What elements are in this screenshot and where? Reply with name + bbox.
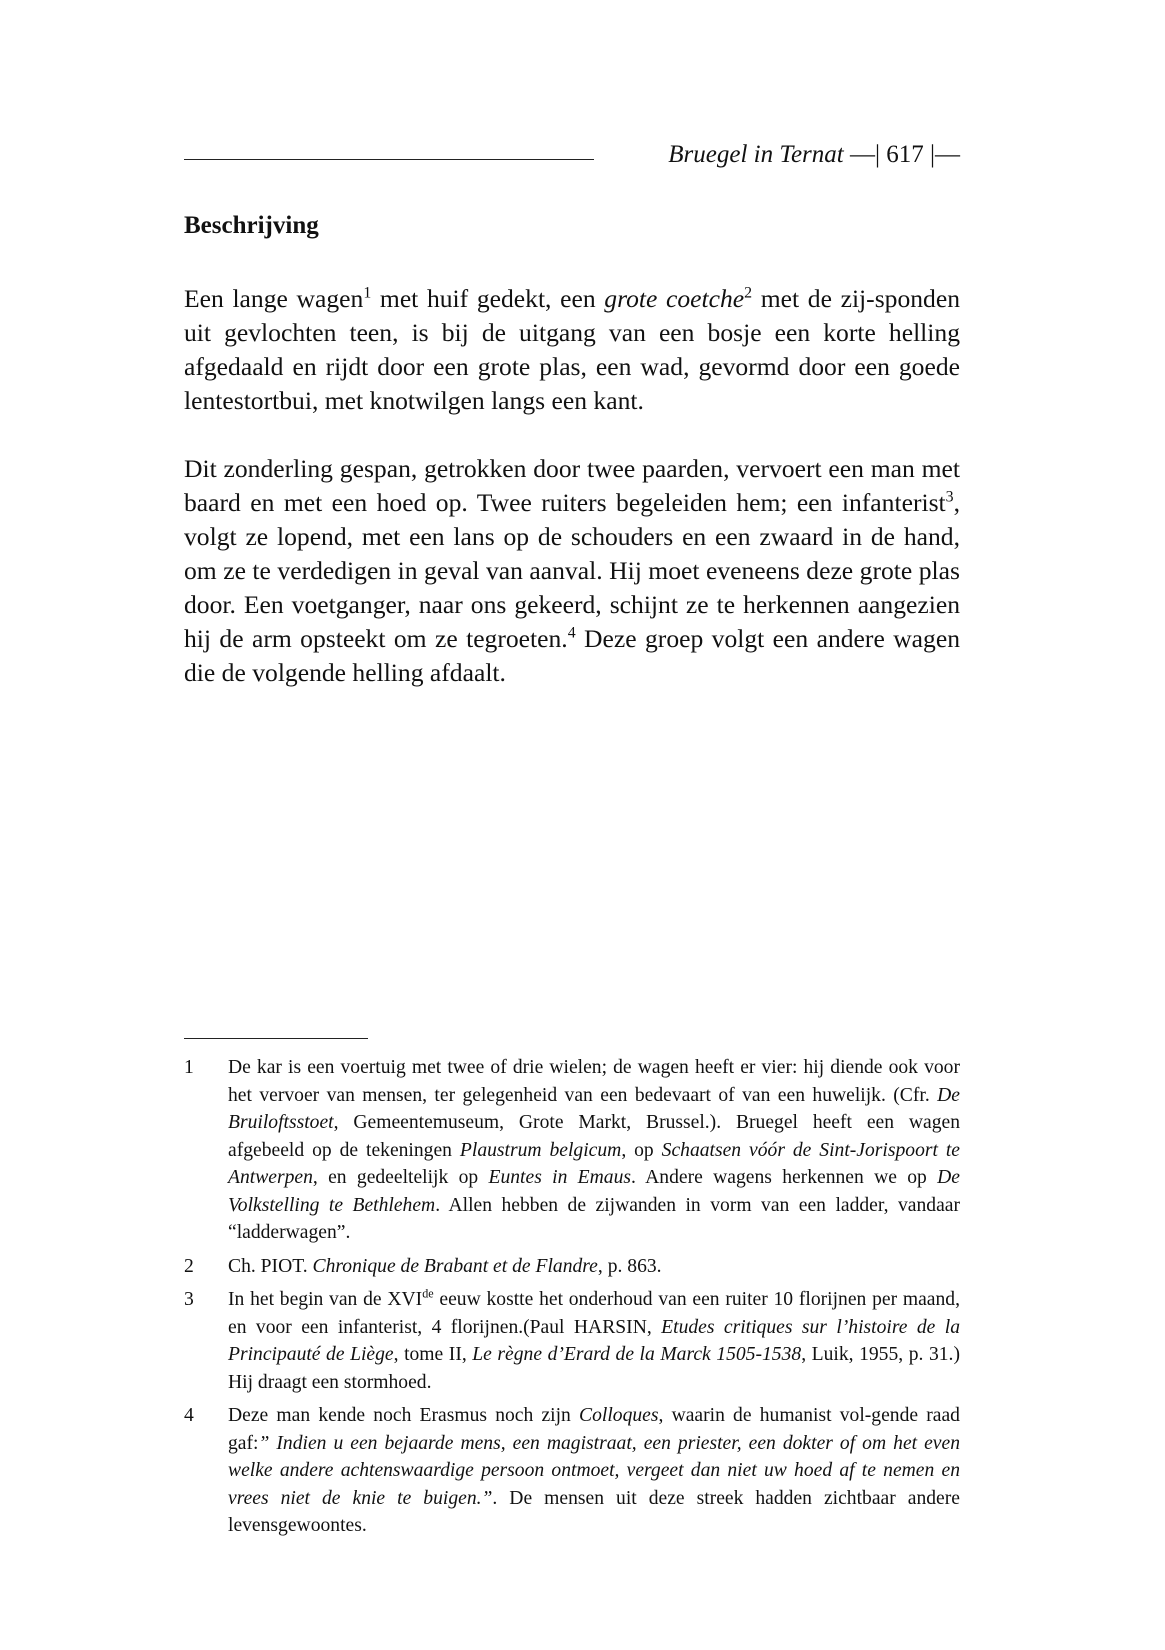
paragraph-text: Dit zonderling gespan, getrokken door twee paarden, vervoert een man met baard en met een hoed op. Twee ruiters begeleiden hem; een infanterist — [184, 454, 960, 517]
paragraph-text: met de zij-sponden uit gevlochten teen, is bij de uitgang van een bosje een korte helling afgedaald en rijdt door een grote plas, een wad, gevormd door een goede lentestortbui, met knotwilgen langs een kant. — [184, 284, 960, 415]
footnote-3 — [184, 1286, 960, 1396]
italic-term: grote coetche — [604, 284, 745, 313]
footnote-1 — [184, 1054, 960, 1247]
footnotes — [184, 1054, 960, 1546]
section-heading: Beschrijving — [184, 212, 319, 239]
footnote-number: 3 — [184, 1289, 194, 1310]
running-header — [184, 138, 960, 178]
paragraph-1 — [184, 282, 960, 418]
footnote-separator — [184, 1038, 368, 1039]
running-title: Bruegel in Ternat — [668, 141, 844, 168]
header-dash-left: —| — [843, 141, 887, 168]
footnote-text: Ch. PIOT. Chronique de Brabant et de Flandre, p. 863. — [228, 1255, 662, 1277]
paragraph-text: met huif gedekt, een — [371, 284, 605, 313]
header-dash-right: |— — [923, 141, 960, 168]
footnote-number: 2 — [184, 1255, 194, 1277]
page-number: 617 — [886, 141, 924, 168]
footnote-ref-2[interactable]: 2 — [744, 284, 753, 302]
footnote-text: In het begin van de XVIde eeuw kostte het onderhoud van een ruiter 10 florijnen per maand, en voor een infanterist, 4 florijnen.(Paul HARSIN, Etudes critiques sur l’histoire de la Principauté de Liège, tome II, Le règne d’Erard de la Marck 1505-1538, Luik, 1955, p. 31.) Hij draagt een stormhoed. — [228, 1286, 960, 1393]
footnote-number: 4 — [184, 1405, 194, 1426]
footnote-ref-3[interactable]: 3 — [945, 488, 954, 506]
paragraph-text: Deze groep volgt een andere wagen die de volgende helling afdaalt. — [184, 624, 960, 687]
paragraph-2 — [184, 452, 960, 690]
footnote-text: Deze man kende noch Erasmus noch zijn Colloques, waarin de humanist vol-gende raad gaf:” Indien u een bejaarde mens, een magistraat, een priester, een dokter of om het even welke andere achtenswaardige persoon ontmoet, vergeet dan niet uw hoed af te nemen en vrees niet de knie te buigen.”. De mensen uit deze streek hadden zichtbaar andere levensgewoontes. — [228, 1405, 960, 1536]
footnote-number: 1 — [184, 1057, 194, 1078]
paragraph-text: Een lange wagen — [184, 284, 364, 313]
footnote-4 — [184, 1402, 960, 1540]
footnote-ref-4[interactable]: 4 — [567, 624, 576, 642]
paragraph-text: , volgt ze lopend, met een lans op de schouders en een zwaard in de hand, om ze te verdedigen in geval van aanval. Hij moet eveneens deze grote plas door. Een voetganger, naar ons gekeerd, schijnt ze te herkennen aangezien hij de arm opsteekt om ze tegroeten. — [184, 488, 960, 653]
footnote-ref-1[interactable]: 1 — [363, 284, 372, 302]
header-rule — [184, 159, 594, 160]
footnote-2 — [184, 1253, 960, 1281]
header-text — [668, 141, 960, 169]
footnote-text: De kar is een voertuig met twee of drie wielen; de wagen heeft er vier: hij diende ook voor het vervoer van mensen, ter gelegenheid van een bedevaart of van een huwelijk. (Cfr. De Bruiloftsstoet, Gemeentemuseum, Grote Markt, Brussel.). Bruegel heeft een wagen afgebeeld op de tekeningen Plaustrum belgicum, op Schaatsen vóór de Sint-Jorispoort te Antwerpen, en gedeeltelijk op Euntes in Emaus. Andere wagens herkennen we op De Volkstelling te Bethlehem. Allen hebben de zijwanden in vorm van een ladder, vandaar “ladderwagen”. — [228, 1057, 961, 1243]
